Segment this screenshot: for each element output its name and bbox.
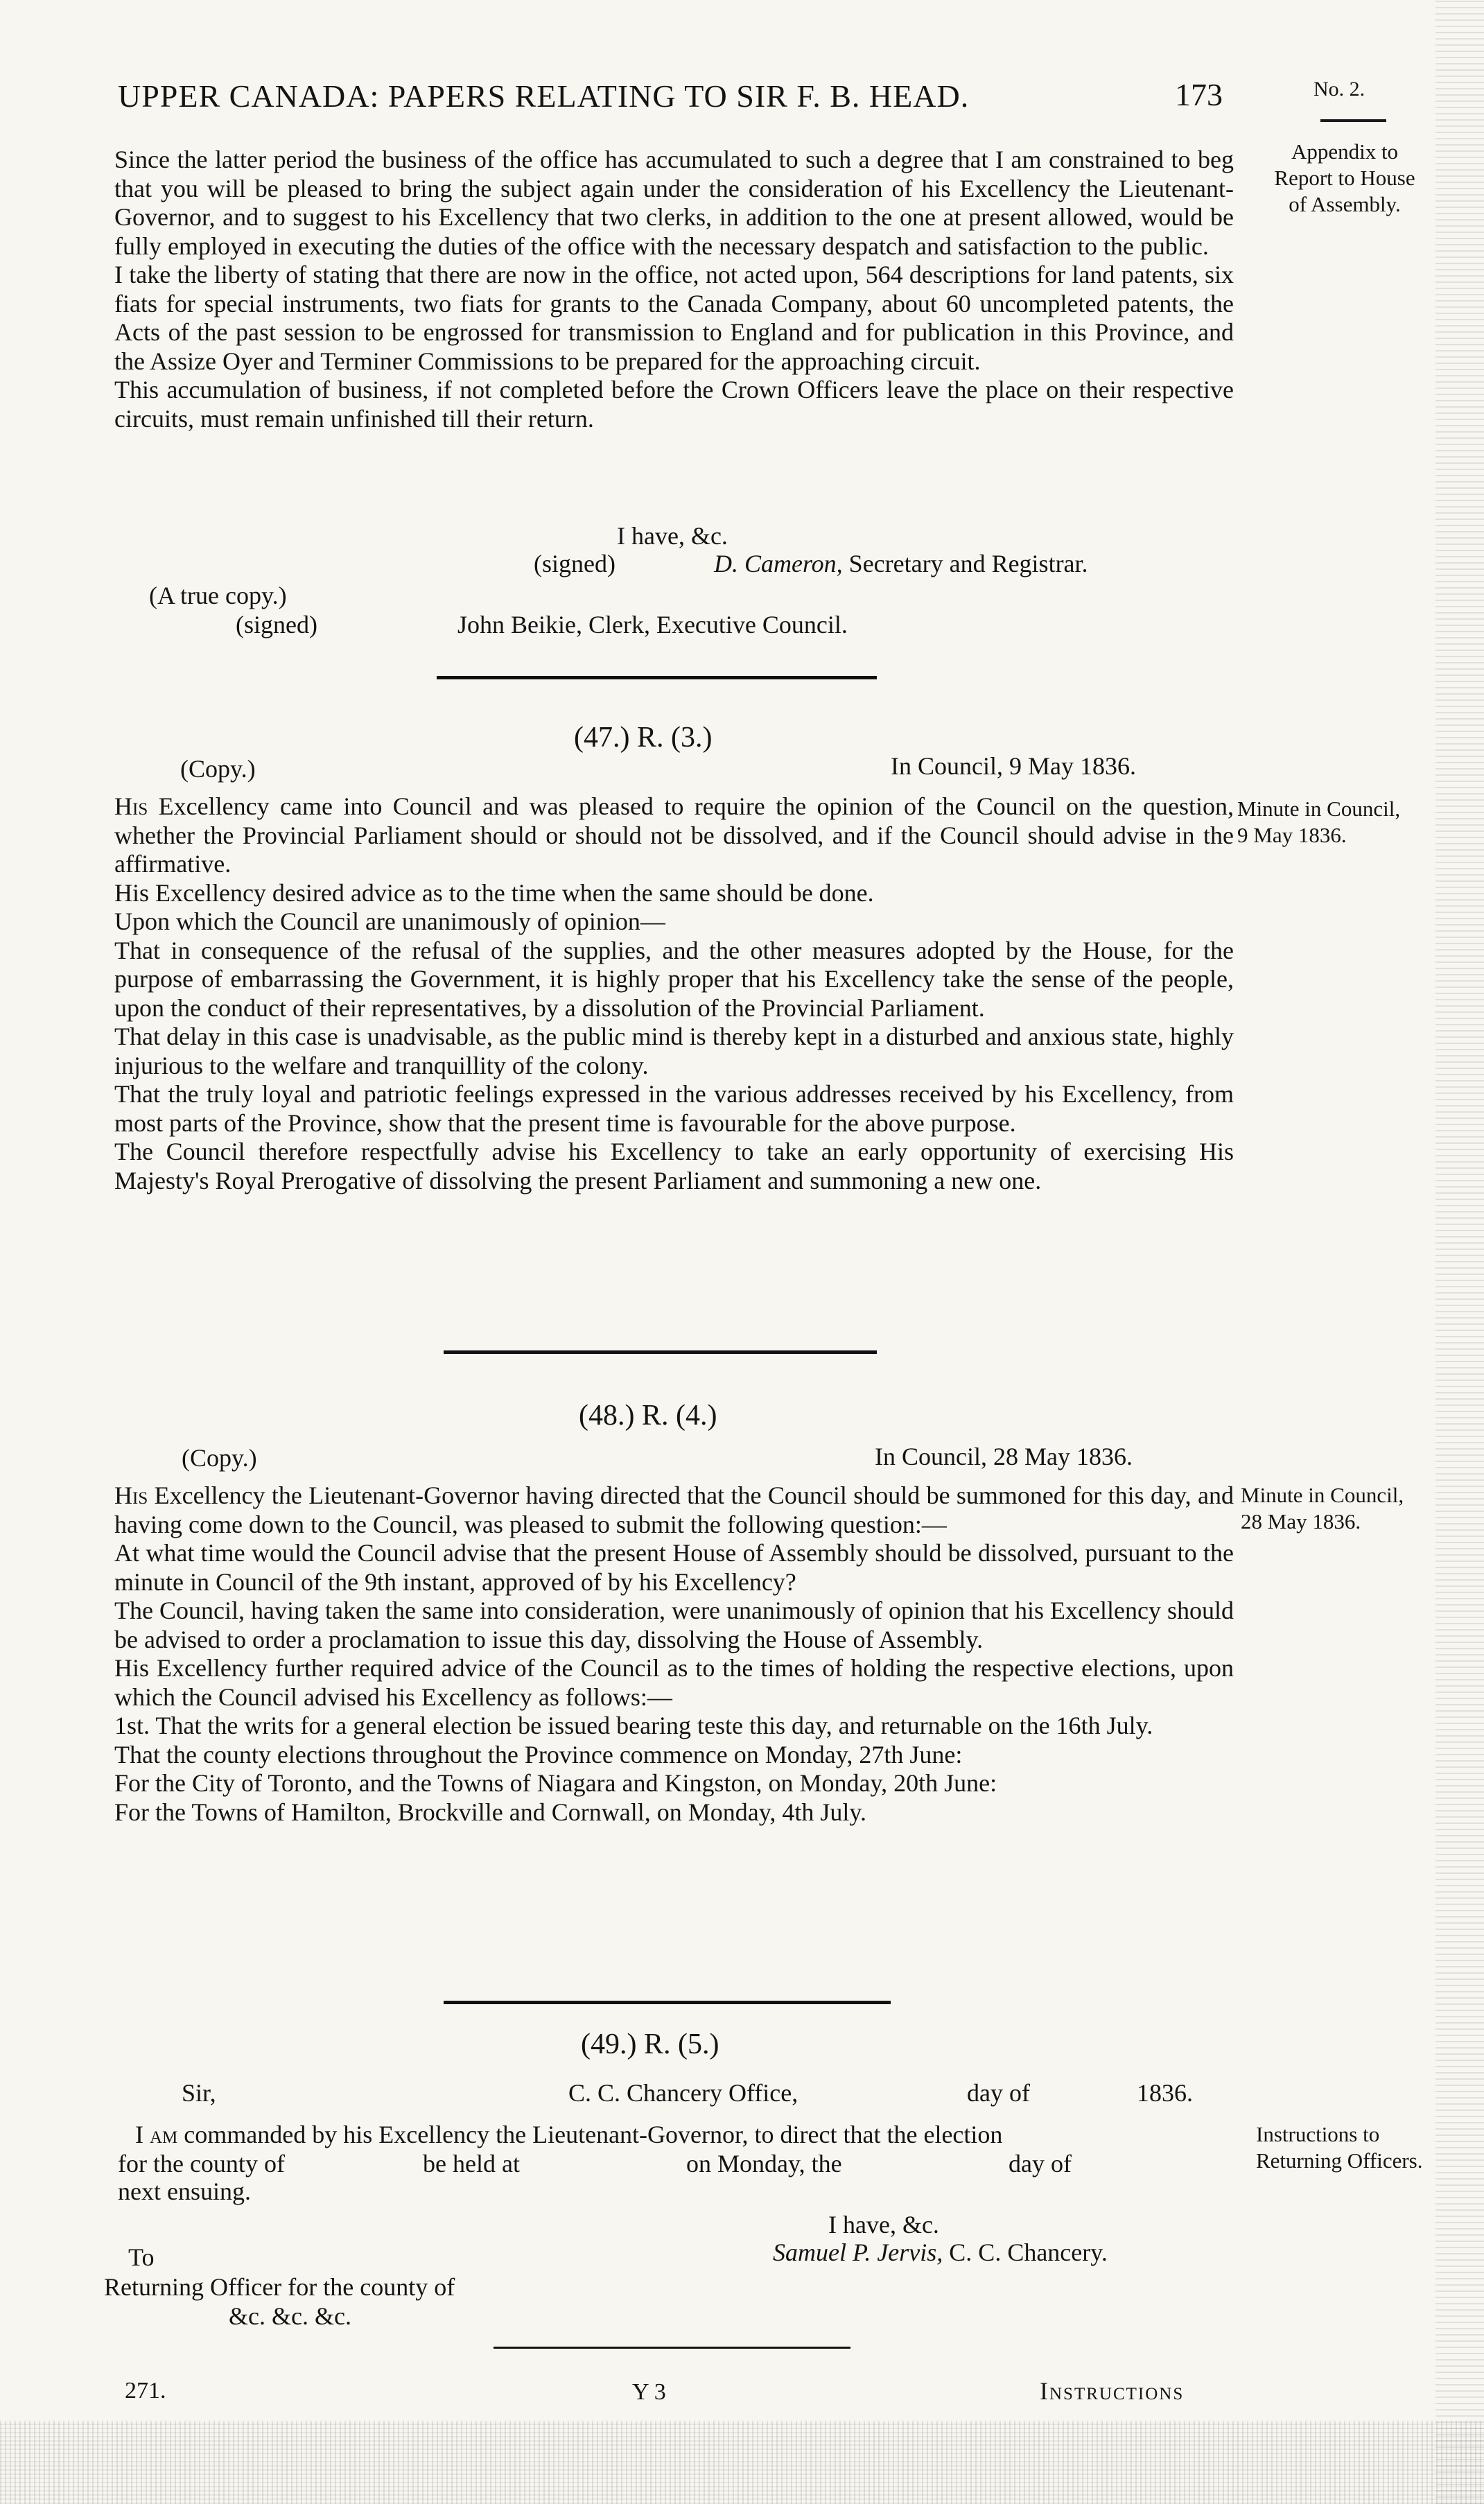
signed-label: (signed) — [236, 611, 317, 638]
section-divider — [444, 2001, 891, 2004]
first-word: I am — [135, 2121, 178, 2148]
paragraph: The Council, having taken the same into consideration, were unanimously of opinion that his Excellency should be advised to order a proclamation to issue this day, dissolving the House of Assembly. — [114, 1597, 1234, 1653]
copy-label: (Copy.) — [180, 755, 256, 783]
paragraph-text: Excellency came into Council and was pleased to require the opinion of the Council on the question, whether the Provincial Parliament should or should not be dissolved, and if the Council should advise in the affirmative. — [114, 792, 1234, 878]
signer-title: Secretary and Registrar. — [848, 550, 1088, 577]
section-heading: (48.) R. (4.) — [579, 1400, 717, 1432]
paragraph: That in consequence of the refusal of the supplies, and the other measures adopted by the House, for the purpose of embarrassing the Government, it is highly proper that his Excellency take the sense of the people, upon the conduct of their representatives, by a dissolution of the Provincial Parliament. — [114, 936, 1234, 1022]
appendix-note-line: Appendix to — [1291, 139, 1399, 164]
paragraph: At what time would the Council advise that the present House of Assembly should be dissolved, pursuant to the minute in Council of the 9th instant, approved of by his Excellency? — [114, 1539, 1234, 1596]
header-rule — [1320, 119, 1386, 122]
document-number: No. 2. — [1313, 78, 1365, 101]
signed-label: (signed) — [534, 550, 616, 577]
signer-name: D. Cameron, — [714, 550, 843, 577]
blank-monday: on Monday, the — [686, 2150, 842, 2177]
blank-day-of: day of — [1009, 2150, 1072, 2177]
closing: I have, &c. — [617, 522, 728, 550]
paragraph: His Excellency further required advice of the Council as to the times of holding the respective elections, upon which the Council advised his Excellency as follows:— — [114, 1654, 1234, 1711]
appendix-note-line: Report to House — [1274, 166, 1415, 190]
blank-county: for the county of — [118, 2150, 285, 2177]
margin-note — [1241, 1482, 1404, 1535]
salutation: Sir, — [182, 2079, 216, 2107]
council-date: In Council, 28 May 1836. — [875, 1443, 1133, 1470]
scan-noise — [0, 2421, 1484, 2504]
blank-held-at: be held at — [423, 2150, 520, 2177]
paragraph: For the City of Toronto, and the Towns of Niagara and Kingston, on Monday, 20th June: — [114, 1769, 997, 1797]
true-copy-label: (A true copy.) — [149, 582, 287, 609]
paragraph: I take the liberty of stating that there are now in the office, not acted upon, 564 descriptions for land patents, six fiats for special instruments, two fiats for grants to the Canada Company, about 60 uncompleted patents, the Acts of the past session to be engrossed for transmission to England and for publication in this Province, and the Assize Oyer and Terminer Commissions to be prepared for the approaching circuit. — [114, 261, 1234, 375]
margin-note-line: 9 May 1836. — [1237, 823, 1347, 847]
letter-year: 1836. — [1137, 2079, 1193, 2107]
appendix-note-line: of Assembly. — [1289, 192, 1401, 216]
minute-body — [114, 1481, 1234, 1827]
section-heading: (49.) R. (5.) — [581, 2028, 719, 2060]
margin-note-line: Minute in Council, — [1241, 1483, 1404, 1507]
instruction-text: commanded by his Excellency the Lieutenant-Governor, to direct that the election — [177, 2121, 1003, 2148]
first-word: His — [114, 1481, 148, 1509]
catchword: Instructions — [1040, 2377, 1185, 2405]
scan-edge-noise — [1435, 0, 1484, 2504]
paragraph: His Excellency desired advice as to the time when the same should be done. — [114, 878, 874, 907]
minute-body — [114, 792, 1234, 1195]
etc: &c. &c. &c. — [229, 2302, 351, 2330]
paragraph: 1st. That the writs for a general election be issued bearing teste this day, and returnable on the 16th July. — [114, 1712, 1153, 1739]
copy-label: (Copy.) — [182, 1444, 257, 1472]
page-number: 173 — [1175, 77, 1223, 112]
signature-block — [773, 2238, 1108, 2267]
paragraph: That the truly loyal and patriotic feelings expressed in the various addresses received by his Excellency, from most parts of the Province, show that the present time is favourable for the above purpose. — [114, 1080, 1234, 1137]
margin-note-line: 28 May 1836. — [1241, 1509, 1361, 1533]
section-heading: (47.) R. (3.) — [574, 722, 713, 754]
clerk-signature: John Beikie, Clerk, Executive Council. — [457, 611, 848, 638]
margin-note-line: Minute in Council, — [1237, 797, 1401, 821]
margin-note — [1256, 2121, 1422, 2174]
closing: I have, &c. — [828, 2211, 939, 2238]
sheet-number: 271. — [125, 2378, 166, 2403]
paragraph: Upon which the Council are unanimously of opinion— — [114, 907, 665, 935]
instruction-line — [135, 2120, 1002, 2149]
paragraph: For the Towns of Hamilton, Brockville and Cornwall, on Monday, 4th July. — [114, 1798, 867, 1826]
section-divider — [437, 676, 877, 679]
signer-name: Samuel P. Jervis, — [773, 2238, 943, 2266]
section-divider — [494, 2347, 850, 2349]
paragraph: This accumulation of business, if not completed before the Crown Officers leave the place on their respective circuits, must remain unfinished till their return. — [114, 376, 1234, 433]
paragraph: Since the latter period the business of the office has accumulated to such a degree that I am constrained to beg that you will be pleased to bring the subject again under the consideration of his Excellency the Lieutenant-Governor, and to suggest to his Excellency that two clerks, in addition to the one at present allowed, would be fully employed in executing the duties of the office with the necessary despatch and satisfaction to the public. — [114, 146, 1234, 260]
paragraph: The Council therefore respectfully advise his Excellency to take an early opportunity of exercising His Majesty's Royal Prerogative of dissolving the present Parliament and summoning a new one. — [114, 1138, 1234, 1194]
paragraph: That the county elections throughout the Province commence on Monday, 27th June: — [114, 1740, 963, 1768]
letter-body — [114, 146, 1234, 433]
addressee: Returning Officer for the county of — [104, 2273, 455, 2301]
paragraph: That delay in this case is unadvisable, as the public mind is thereby kept in a disturbed and anxious state, highly injurious to the welfare and tranquillity of the colony. — [114, 1023, 1234, 1079]
appendix-note — [1241, 139, 1449, 218]
council-date: In Council, 9 May 1836. — [891, 752, 1136, 780]
section-divider — [444, 1350, 877, 1354]
instruction-line: next ensuing. — [118, 2177, 251, 2205]
first-word: His — [114, 792, 148, 820]
margin-note-line: Returning Officers. — [1256, 2148, 1423, 2173]
office-name: C. C. Chancery Office, — [568, 2079, 798, 2107]
running-header: UPPER CANADA: PAPERS RELATING TO SIR F. B. HEAD. — [118, 78, 970, 114]
signature-mark: Y 3 — [632, 2379, 666, 2405]
paragraph — [114, 1481, 1234, 1539]
signer-title: C. C. Chancery. — [949, 2238, 1108, 2266]
blank-day-of: day of — [967, 2079, 1030, 2107]
margin-note-line: Instructions to — [1256, 2122, 1380, 2146]
paragraph — [114, 792, 1234, 879]
signature-block — [714, 549, 1088, 578]
to-label: To — [128, 2243, 155, 2271]
paragraph-text: Excellency the Lieutenant-Governor having directed that the Council should be summoned for this day, and having come down to the Council, was pleased to submit the following question:— — [114, 1481, 1234, 1538]
margin-note — [1237, 796, 1400, 849]
